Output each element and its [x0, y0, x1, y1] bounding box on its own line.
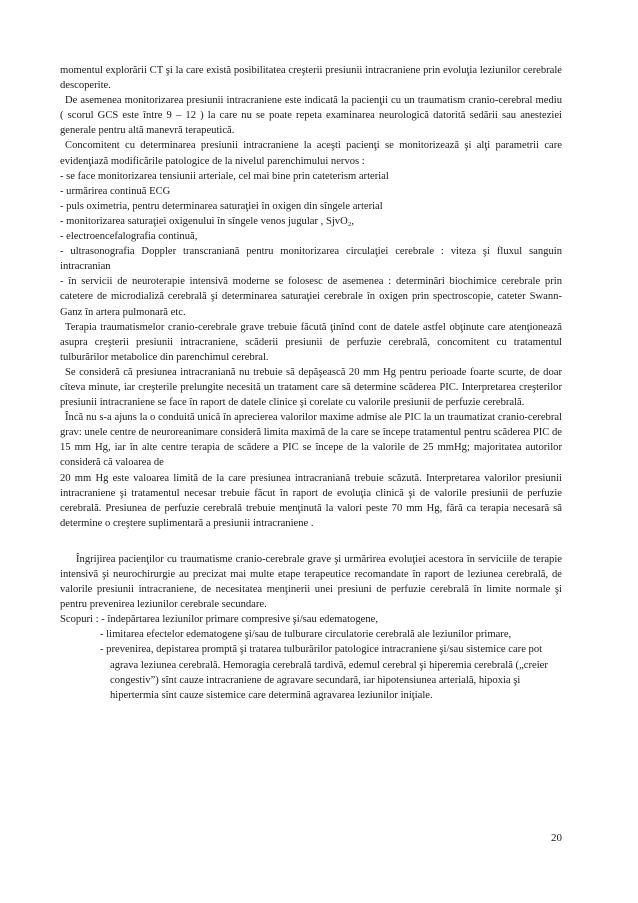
list-item: - electroencefalografia continuă, — [60, 231, 198, 243]
list-item: - urmărirea continuă ECG — [60, 185, 171, 197]
list-item: - puls oximetria, pentru determinarea saturaţiei în oxigen din sîngele arterial — [60, 200, 383, 212]
paragraph-concomitent: Concomitent cu determinarea presiunii intracraniene la aceşti pacienţi se monitorizează şi alţi parametrii care evidenţiază modificările patologice de la nivelul parenchimului nervos : — [60, 140, 562, 167]
paragraph-pic-limit: Se consideră că presiunea intracraniană nu trebuie să depăşească 20 mm Hg pentru perioade foarte scurte, de doar cîteva minute, iar creşterile prelungite necesită un tratament care să determine scăderea PIC. Interpretarea creşterilor presiunii intracraniene se face în raport de datele clinice şi corelate cu valorile presiunii de perfuzie cerebrală. — [60, 366, 562, 409]
paragraph-ct-exploration: momentul explorării CT şi la care există posibilitatea creşterii presiunii intracraniene prin evoluţia leziunilor cerebrale descoperite. — [60, 65, 562, 92]
paragraph-therapy: Terapia traumatismelor cranio-cerebrale grave trebuie făcută ţinînd cont de datele astfel obţinute care atenţionează asupra creşterii presiunii intracraniene, scăderii presiunii de perfuzie cerebrală, concomitent cu tratamentul tulburărilor metabolice din parenchimul cerebral. — [60, 321, 562, 363]
paragraph-gcs-monitoring: De asemenea monitorizarea presiunii intracraniene este indicată la pacienţii cu un traumatism cranio-cerebral mediu ( scorul GCS este între 9 – 12 ) la care nu se poate repeta examinarea neurologică datorită sedării sau anesteziei generale pentru altă manevră terapeutică. — [60, 95, 562, 137]
list-item: - se face monitorizarea tensiunii arteriale, cel mai bine prin cateterism arterial — [60, 170, 389, 182]
scopuri-item: - prevenirea, depistarea promptă şi tratarea tulburărilor patologice intracraniene şi/sau sistemice care pot agrava leziunea cerebrală. Hemoragia cerebrală tardivă, edemul cerebral şi hiperemia cerebrală („creier congestiv”) sînt cauze intracraniene de agravare secundară, iar hipotensiunea arterială, hipoxia şi hipertermia sînt cauze sistemice care determină agravarea leziunilor iniţiale. — [100, 644, 548, 701]
document-page — [60, 63, 562, 703]
paragraph-care-stages: Îngrijirea pacienţilor cu traumatisme cranio-cerebrale grave şi urmărirea evoluţiei acestora în serviciile de terapie intensivă şi neurochirurgie au precizat mai multe etape terapeutice recomandate în raport de leziunea cerebrală, de valorile presiunii intracraniene, de necesitatea menţinerii unei presiuni de perfuzie cerebrală în limite normale şi pentru prevenirea leziunilor cerebrale secundare. — [60, 553, 562, 611]
paragraph-pic-values: Încă nu s-a ajuns la o conduită unică în aprecierea valorilor maxime admise ale PIC la un traumatizat cranio-cerebral grav: unele centre de neuroreanimare consideră limita maximă de la care se începe tratamentul pentru scăderea PIC de 15 mm Hg, iar în alte centre terapia de scădere a PIC se începe de la valorile de 25 mmHg; majoritatea autorilor consideră că valoarea de — [60, 412, 562, 469]
page-number: 20 — [551, 832, 562, 844]
list-item: - în servicii de neuroterapie intensivă moderne se folosesc de asemenea : determinări biochimice cerebrale prin catetere de microdializă cerebrală şi determinarea saturaţiei cerebrale în oxigen prin spectroscopie, cateter Swann-Ganz în artera pulmonară etc. — [60, 276, 562, 318]
list-item: - monitorizarea saturaţiei oxigenului în sîngele venos jugular , SjvO₂, — [60, 215, 355, 227]
paragraph-gap — [60, 531, 562, 552]
list-item: - ultrasonografia Doppler transcraniană pentru monitorizarea circulaţiei cerebrale : viteza şi fluxul sanguin intracranian — [60, 246, 562, 273]
paragraph-pic-interpretation: 20 mm Hg este valoarea limită de la care presiunea intracraniană trebuie scăzută. Interpretarea valorilor presiunii intracraniene şi tratamentul necesar trebuie făcut în raport de evoluţia clinică şi de valorile presiunii de perfuzie cerebrală. Presiunea de perfuzie cerebrală trebuie menţinută la valori peste 70 mm Hg, fără ca terapia necesară să determine o creştere suplimentară a presiunii intracraniene . — [60, 472, 562, 529]
scopuri-first-line: Scopuri : - îndepărtarea leziunilor primare compresive şi/sau edematogene, — [60, 614, 378, 626]
scopuri-item: - limitarea efectelor edematogene şi/sau de tulburare circulatorie cerebrală ale leziunilor primare, — [100, 629, 512, 641]
